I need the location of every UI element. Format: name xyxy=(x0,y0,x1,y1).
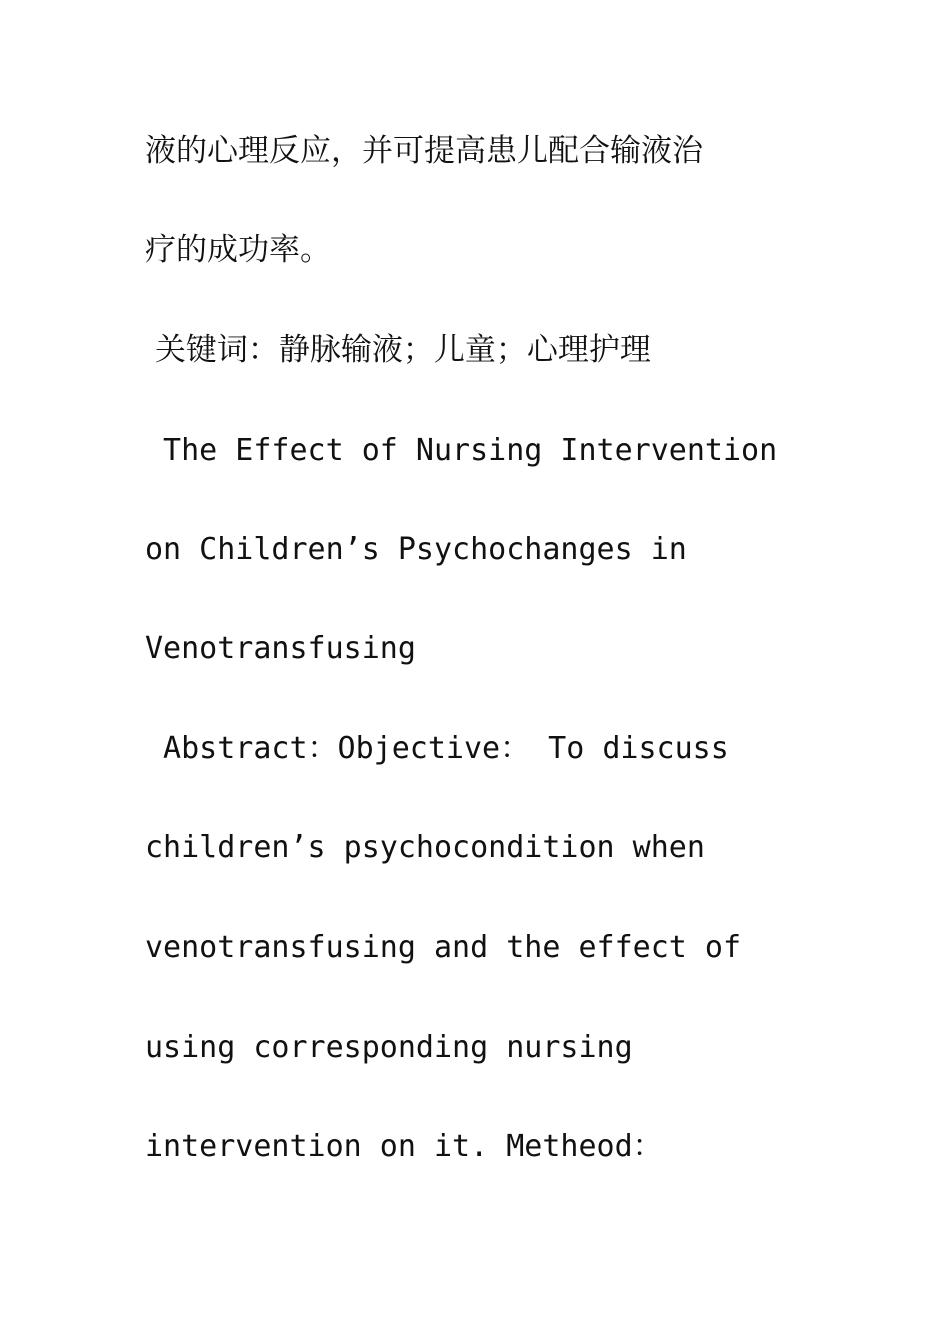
english-title-line-1: The Effect of Nursing Intervention xyxy=(145,433,778,468)
abstract-cn-line-2: 疗的成功率。 xyxy=(145,232,331,268)
abstract-en-line-5: intervention on it. Metheod： xyxy=(145,1129,663,1164)
abstract-en-line-4: using corresponding nursing xyxy=(145,1030,633,1065)
abstract-en-line-1: Abstract：Objective： To discuss xyxy=(145,731,729,766)
abstract-en-line-3: venotransfusing and the effect of xyxy=(145,930,742,965)
keywords-line: 关键词：静脉输液；儿童；心理护理 xyxy=(145,332,651,368)
abstract-cn-line-1: 液的心理反应，并可提高患儿配合输液治 xyxy=(145,133,703,169)
english-title-line-2: on Children’s Psychochanges in xyxy=(145,532,687,567)
english-title-line-3: Venotransfusing xyxy=(145,631,416,666)
abstract-en-line-2: children’s psychocondition when xyxy=(145,830,705,865)
